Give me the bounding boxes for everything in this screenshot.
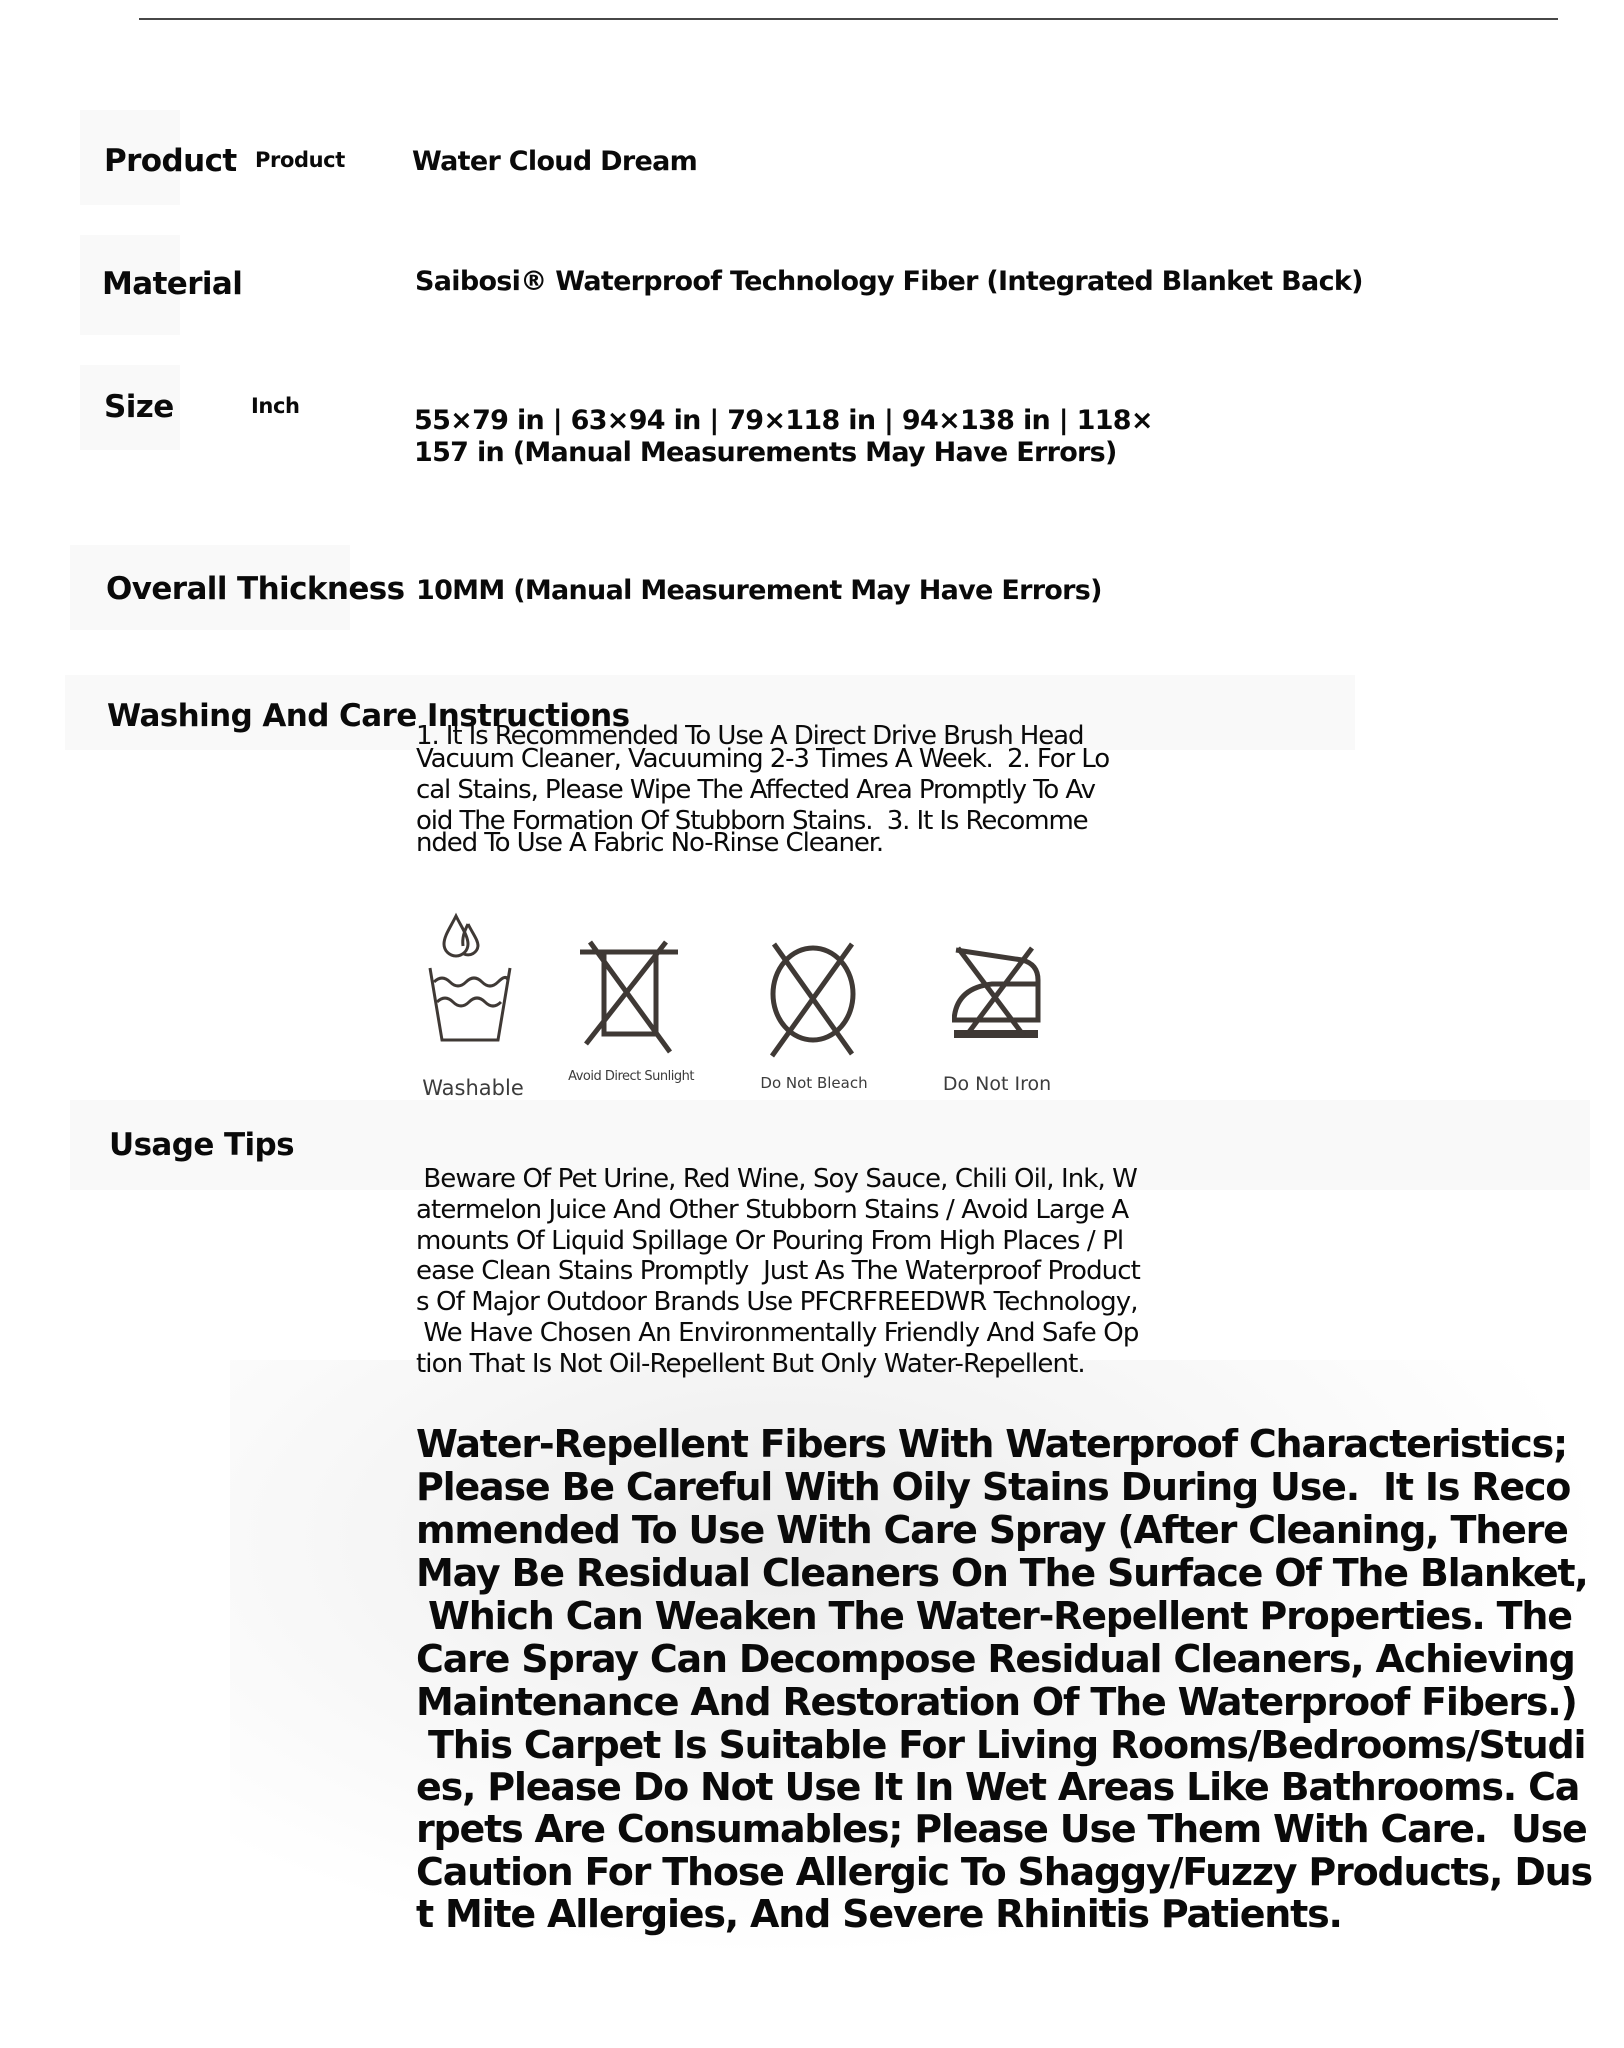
emphasis-line: Which Can Weaken The Water-Repellent Properties. The	[416, 1594, 1572, 1638]
size-value-line-2: 157 in (Manual Measurements May Have Errors)	[414, 437, 1117, 468]
emphasis-line: rpets Are Consumables; Please Use Them With Care. Use	[416, 1807, 1587, 1851]
usage-line: ease Clean Stains Promptly Just As The Waterproof Product	[416, 1256, 1140, 1286]
emphasis-line: Maintenance And Restoration Of The Waterproof Fibers.)	[416, 1680, 1577, 1724]
emphasis-line: Caution For Those Allergic To Shaggy/Fuzzy Products, Dus	[416, 1850, 1592, 1894]
washing-line: cal Stains, Please Wipe The Affected Area Promptly To Av	[416, 775, 1095, 805]
product-label: Product	[104, 143, 237, 179]
avoid-direct-sunlight-icon	[578, 940, 680, 1056]
do-not-iron-label: Do Not Iron	[942, 1073, 1052, 1095]
emphasis-line: es, Please Do Not Use It In Wet Areas Like Bathrooms. Ca	[416, 1765, 1580, 1809]
emphasis-line: May Be Residual Cleaners On The Surface Of The Blanket,	[416, 1551, 1588, 1595]
emphasis-line: t Mite Allergies, And Severe Rhinitis Patients.	[416, 1892, 1342, 1936]
emphasis-line: Care Spray Can Decompose Residual Cleaners, Achieving	[416, 1637, 1575, 1681]
material-label: Material	[102, 266, 243, 302]
usage-line: tion That Is Not Oil-Repellent But Only Water-Repellent.	[416, 1349, 1085, 1379]
do-not-iron-icon	[952, 944, 1042, 1048]
washing-line: Vacuum Cleaner, Vacuuming 2-3 Times A Week. 2. For Lo	[416, 744, 1110, 774]
material-value: Saibosi® Waterproof Technology Fiber (Integrated Blanket Back)	[415, 266, 1363, 297]
size-unit: Inch	[251, 394, 300, 418]
product-value: Water Cloud Dream	[412, 146, 698, 177]
washing-line: oid The Formation Of Stubborn Stains. 3. It Is Recomme	[416, 806, 1088, 836]
washable-icon	[428, 912, 512, 1046]
usage-line: mounts Of Liquid Spillage Or Pouring From High Places / Pl	[416, 1226, 1124, 1256]
size-value-line-1: 55×79 in | 63×94 in | 79×118 in | 94×138 in | 118×	[414, 405, 1153, 436]
emphasis-line: This Carpet Is Suitable For Living Rooms/Bedrooms/Studi	[416, 1723, 1586, 1767]
usage-line: Beware Of Pet Urine, Red Wine, Soy Sauce, Chili Oil, Ink, W	[416, 1164, 1137, 1194]
do-not-bleach-icon	[766, 938, 860, 1058]
washing-title: Washing And Care Instructions	[107, 698, 630, 734]
do-not-bleach-label: Do Not Bleach	[760, 1074, 868, 1092]
washing-line: 1. It Is Recommended To Use A Direct Drive Brush Head	[416, 721, 1084, 751]
avoid-direct-sunlight-label: Avoid Direct Sunlight	[568, 1069, 694, 1084]
usage-title: Usage Tips	[109, 1127, 294, 1163]
thickness-value: 10MM (Manual Measurement May Have Errors)	[416, 575, 1102, 606]
size-label: Size	[104, 389, 174, 425]
product-sublabel: Product	[255, 148, 345, 172]
usage-line: s Of Major Outdoor Brands Use PFCRFREEDWR Technology,	[416, 1287, 1138, 1317]
thickness-label: Overall Thickness	[106, 571, 405, 607]
usage-line: atermelon Juice And Other Stubborn Stains / Avoid Large A	[416, 1195, 1129, 1225]
emphasis-line: Please Be Careful With Oily Stains During Use. It Is Reco	[416, 1465, 1571, 1509]
usage-line: We Have Chosen An Environmentally Friendly And Safe Op	[416, 1318, 1139, 1348]
top-divider	[139, 18, 1558, 20]
washing-line: nded To Use A Fabric No-Rinse Cleaner.	[416, 828, 884, 858]
washable-label: Washable	[422, 1076, 524, 1100]
emphasis-line: mmended To Use With Care Spray (After Cleaning, There	[416, 1508, 1568, 1552]
emphasis-line: Water-Repellent Fibers With Waterproof Characteristics;	[416, 1422, 1568, 1466]
